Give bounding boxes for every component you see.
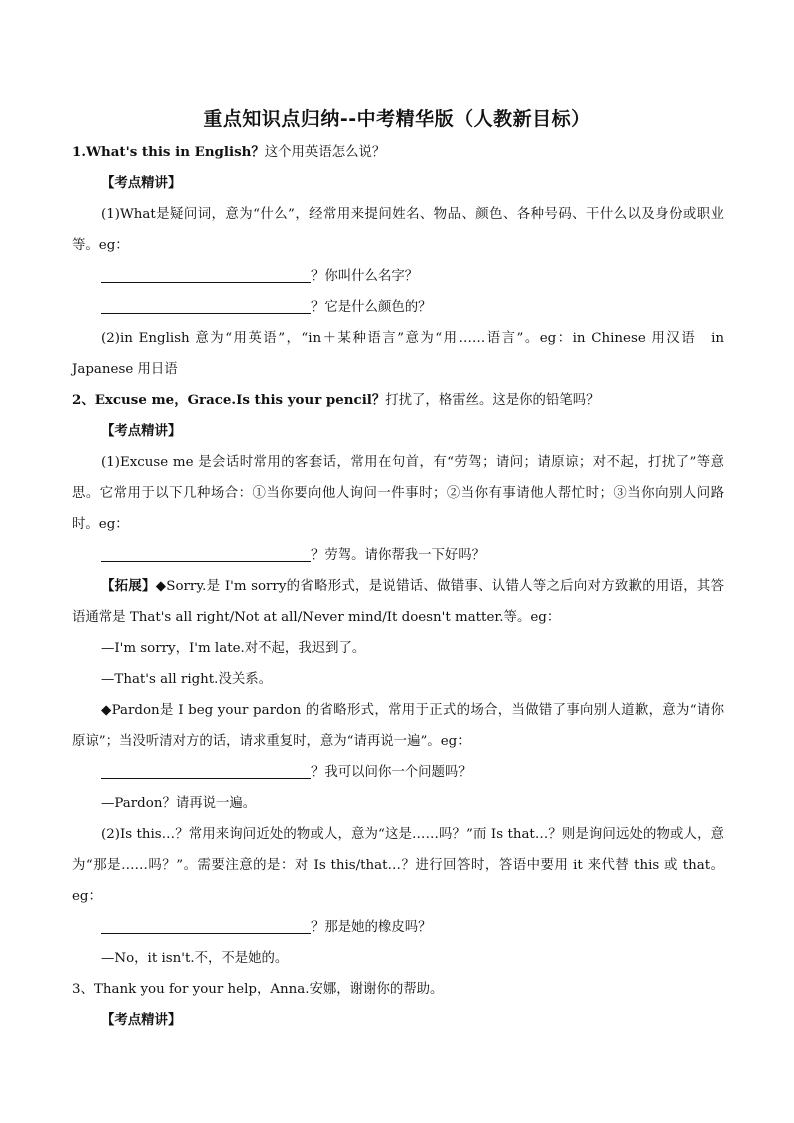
item-2-heading-en: 2、Excuse me，Grace.Is this your pencil？ xyxy=(72,392,386,408)
item-1-example-2-text: ？它是什么颜色的？ xyxy=(311,300,432,315)
item-2-section-label: 【考点精讲】 xyxy=(101,423,182,439)
answer-blank[interactable] xyxy=(101,265,311,283)
answer-blank[interactable] xyxy=(101,296,311,314)
item-1-heading xyxy=(72,137,724,168)
item-2-extension-paragraph xyxy=(72,571,724,633)
item-2-extension-label: 【拓展】 xyxy=(101,578,156,594)
item-2-example-1-text: ？劳驾。请你帮我一下好吗？ xyxy=(311,548,486,563)
item-2-extension-text: ◆Sorry.是 I'm sorry的省略形式，是说错话、做错事、认错人等之后向对方致歉的用语，其答语通常是 That's all right/Not at all/Never mind/It doesn't matter.等。eg： xyxy=(72,579,724,625)
item-1-heading-cn: 这个用英语怎么说？ xyxy=(264,145,386,160)
item-2-example-2 xyxy=(72,757,724,788)
answer-blank[interactable] xyxy=(101,761,311,779)
document-body xyxy=(72,137,724,1036)
item-1-section-label: 【考点精讲】 xyxy=(101,175,182,191)
answer-blank[interactable] xyxy=(101,916,311,934)
item-2-dialogue-3: —Pardon？请再说一遍。 xyxy=(101,796,257,811)
item-1-example-1-text: ？你叫什么名字？ xyxy=(311,269,419,284)
item-1-paragraph-1: (1)What是疑问词，意为“什么”，经常用来提问姓名、物品、颜色、各种号码、干什么以及身份或职业等。eg： xyxy=(72,207,724,253)
item-2-example-3-text: ？那是她的橡皮吗？ xyxy=(311,920,432,935)
item-2-example-1 xyxy=(72,540,724,571)
item-3-section-label: 【考点精讲】 xyxy=(101,1012,182,1028)
item-2-pardon-paragraph: ◆Pardon是 I beg your pardon 的省略形式，常用于正式的场合，当做错了事向别人道歉，意为“请你原谅”；当没听清对方的话，请求重复时，意为“请再说一遍”。eg： xyxy=(72,703,724,749)
item-2-example-2-text: ？我可以问你一个问题吗？ xyxy=(311,765,472,780)
item-2-example-3 xyxy=(72,912,724,943)
item-2-heading-cn: 打扰了，格雷丝。这是你的铅笔吗？ xyxy=(385,393,600,408)
item-2-heading xyxy=(72,385,724,416)
item-2-dialogue-1: —I'm sorry，I'm late.对不起，我迟到了。 xyxy=(101,641,366,656)
item-1-paragraph-2: (2)in English 意为“用英语”，“in＋某种语言”意为“用……语言”。eg：in Chinese 用汉语 in Japanese 用日语 xyxy=(72,331,724,377)
item-2-dialogue-4: —No，it isn't.不，不是她的。 xyxy=(101,951,289,966)
item-3-heading-cn: 安娜，谢谢你的帮助。 xyxy=(309,982,444,997)
item-2-dialogue-2: —That's all right.没关系。 xyxy=(101,672,273,687)
item-3-heading xyxy=(72,974,724,1005)
item-2-paragraph-2: (2)Is this…？常用来询问近处的物或人，意为“这是……吗？”而 Is that…？则是询问远处的物或人，意为“那是……吗？”。需要注意的是：对 Is this/that…？进行回答时，答语中要用 it 来代替 this 或 that。eg： xyxy=(72,827,724,904)
item-1-example-1 xyxy=(72,261,724,292)
answer-blank[interactable] xyxy=(101,544,311,562)
document-title: 重点知识点归纳--中考精华版（人教新目标） xyxy=(203,108,591,130)
item-1-heading-en: 1.What's this in English？ xyxy=(72,144,265,160)
item-2-paragraph-1: (1)Excuse me 是会话时常用的客套话，常用在句首，有“劳驾；请问；请原谅；对不起，打扰了”等意思。它常用于以下几种场合：①当你要向他人询问一件事时；②当你有事请他人帮忙时；③当你向别人问路时。eg： xyxy=(72,455,724,532)
item-3-heading-en: 3、Thank you for your help，Anna. xyxy=(72,982,310,997)
item-1-example-2 xyxy=(72,292,724,323)
